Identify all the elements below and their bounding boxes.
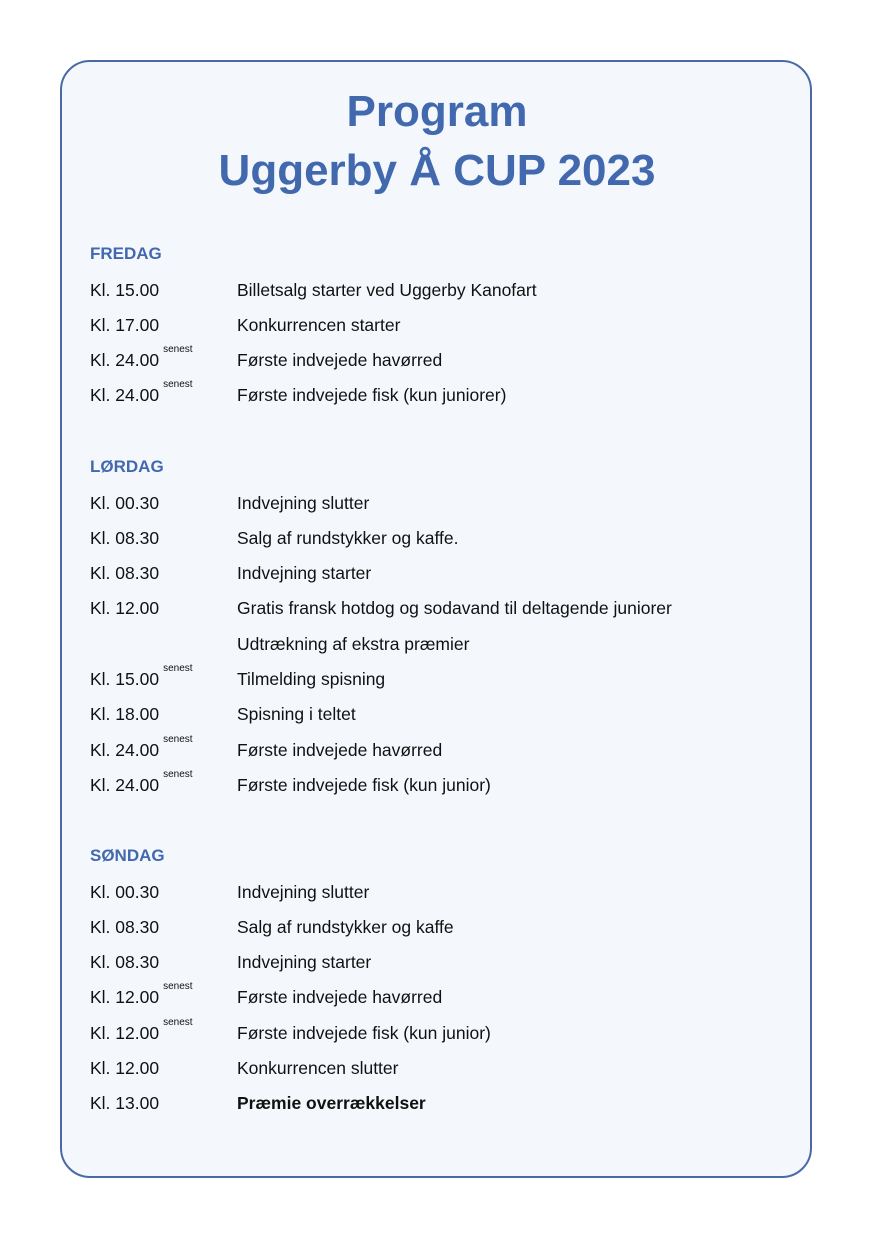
schedule-row [90, 632, 790, 667]
schedule-row [90, 915, 790, 950]
schedule-description: Indvejning slutter [237, 492, 370, 513]
schedule-list [90, 880, 790, 1127]
day-section-sondag [90, 844, 790, 1127]
schedule-description: Indvejning starter [237, 563, 372, 584]
time-note: senest [163, 344, 193, 356]
schedule-row [90, 702, 790, 737]
schedule-time [90, 596, 159, 620]
schedule-description: Præmie overrækkelser [237, 1093, 426, 1114]
time-value: Kl. 24.00 [90, 385, 160, 406]
schedule-time [90, 526, 159, 550]
time-value: Kl. 24.00 [90, 739, 160, 760]
schedule-row [90, 596, 790, 631]
schedule-time [90, 379, 193, 407]
time-note: senest [163, 379, 193, 391]
schedule-description: Tilmelding spisning [237, 668, 386, 689]
schedule-row [90, 344, 790, 383]
schedule-description: Salg af rundstykker og kaffe. [237, 527, 459, 548]
time-value: Kl. 17.00 [90, 314, 160, 335]
time-note: senest [163, 1016, 193, 1028]
schedule-time [90, 491, 159, 515]
day-heading: SØNDAG [90, 846, 165, 865]
time-value: Kl. 24.00 [90, 774, 160, 795]
schedule-description: Første indvejede fisk (kun junior) [237, 1022, 491, 1043]
schedule-row [90, 561, 790, 596]
schedule-time [90, 1056, 159, 1080]
time-value: Kl. 08.30 [90, 916, 160, 937]
schedule-row [90, 491, 790, 526]
schedule-list [90, 491, 790, 809]
schedule-description: Første indvejede havørred [237, 739, 443, 760]
schedule-description: Gratis fransk hotdog og sodavand til deltagende juniorer [237, 598, 672, 619]
time-value: Kl. 08.30 [90, 563, 160, 584]
schedule-description: Spisning i teltet [237, 704, 356, 725]
schedule-row [90, 379, 790, 418]
time-value: Kl. 24.00 [90, 350, 160, 371]
time-value: Kl. 13.00 [90, 1093, 160, 1114]
schedule-row [90, 981, 790, 1020]
schedule-description: Første indvejede havørred [237, 350, 443, 371]
schedule-row [90, 880, 790, 915]
event-title: Uggerby Å CUP 2023 [218, 146, 656, 195]
time-note: senest [163, 662, 193, 674]
schedule-row [90, 1016, 790, 1056]
schedule-description: Billetsalg starter ved Uggerby Kanofart [237, 279, 537, 300]
schedule-description: Indvejning slutter [237, 881, 370, 902]
schedule-row [90, 526, 790, 561]
time-value: Kl. 12.00 [90, 1057, 160, 1078]
schedule-time [90, 768, 193, 797]
schedule-row [90, 278, 790, 313]
time-value: Kl. 12.00 [90, 1022, 160, 1043]
schedule-time [90, 702, 159, 726]
time-value: Kl. 12.00 [90, 987, 160, 1008]
day-section-lordag [90, 455, 790, 808]
schedule-description: Konkurrencen starter [237, 314, 401, 335]
schedule-time [90, 950, 159, 974]
schedule-description: Konkurrencen slutter [237, 1057, 399, 1078]
schedule-time [90, 981, 193, 1009]
schedule-time [90, 880, 159, 904]
program-title: Program [346, 87, 528, 136]
schedule-time [90, 662, 193, 691]
schedule-time [90, 733, 193, 762]
schedule-time [90, 1016, 193, 1045]
time-note: senest [163, 733, 193, 745]
time-note: senest [163, 981, 193, 993]
schedule-description: Første indvejede havørred [237, 987, 443, 1008]
time-value: Kl. 15.00 [90, 668, 160, 689]
schedule-description: Udtrækning af ekstra præmier [237, 633, 470, 654]
time-value: Kl. 08.30 [90, 527, 160, 548]
time-note: senest [163, 768, 193, 780]
time-value: Kl. 15.00 [90, 279, 160, 300]
schedule-description: Første indvejede fisk (kun juniorer) [237, 385, 507, 406]
schedule-time [90, 313, 159, 337]
schedule-row [90, 733, 790, 773]
time-value: Kl. 18.00 [90, 704, 160, 725]
time-value: Kl. 12.00 [90, 598, 160, 619]
schedule-time [90, 561, 159, 585]
day-heading: LØRDAG [90, 457, 164, 476]
schedule-time [90, 915, 159, 939]
schedule-row [90, 768, 790, 808]
schedule-row [90, 1091, 790, 1126]
schedule-time [90, 1091, 159, 1115]
schedule-list [90, 278, 790, 419]
day-heading: FREDAG [90, 244, 162, 263]
schedule-row [90, 313, 790, 348]
schedule-description: Salg af rundstykker og kaffe [237, 916, 454, 937]
schedule-time [90, 278, 159, 302]
schedule-description: Indvejning starter [237, 952, 372, 973]
schedule-row [90, 950, 790, 985]
time-value: Kl. 00.30 [90, 492, 160, 513]
schedule-time [90, 344, 193, 372]
schedule-description: Første indvejede fisk (kun junior) [237, 774, 491, 795]
day-section-fredag [90, 242, 790, 419]
schedule-row [90, 1056, 790, 1091]
time-value: Kl. 08.30 [90, 952, 160, 973]
schedule-row [90, 662, 790, 702]
time-value: Kl. 00.30 [90, 881, 160, 902]
